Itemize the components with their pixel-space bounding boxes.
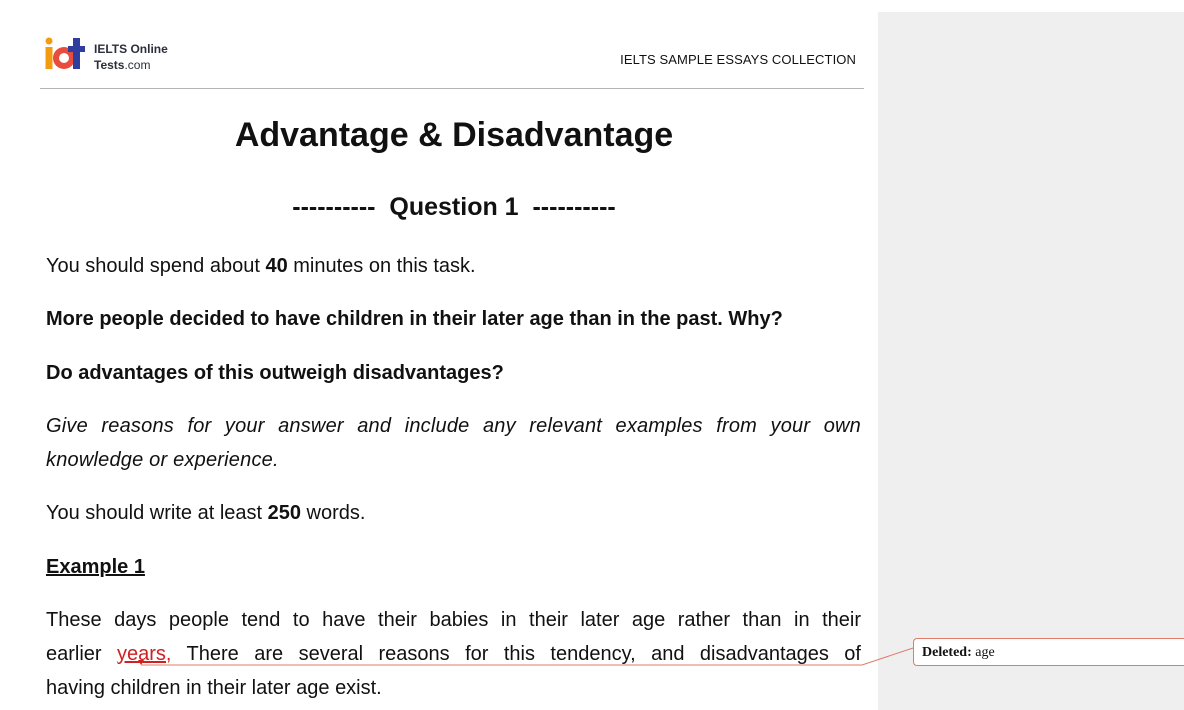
task-instructions: Give reasons for your answer and include any relevant examples from your own knowledge or experience. <box>46 415 861 471</box>
deleted-comment-balloon[interactable] <box>913 638 1184 666</box>
page-title: Advantage & Disadvantage <box>234 116 674 154</box>
example-line-1: These days people tend to have their babies in their later age rather than in their <box>46 609 861 631</box>
example-line-3: having children in their later age exist. <box>46 677 382 699</box>
logo-subtitle: Tests.com <box>94 58 151 72</box>
collection-header: IELTS SAMPLE ESSAYS COLLECTION <box>620 52 856 67</box>
example-heading: Example 1 <box>46 556 145 578</box>
logo-title: IELTS Online <box>94 42 168 56</box>
prompt-line-1: More people decided to have children in their later age than in the past. Why? <box>46 308 783 330</box>
time-instruction: You should spend about 40 minutes on this task. <box>46 255 476 277</box>
deletion-marker-icon <box>138 660 144 665</box>
word-count-instruction: You should write at least 250 words. <box>46 502 366 524</box>
balloon-label: Deleted: <box>922 645 972 660</box>
comment-margin-pane <box>878 12 1184 710</box>
ielts-online-tests-logo[interactable] <box>44 36 184 76</box>
example-line-2: earlier years, There are several reasons for this tendency, and disadvantages of <box>46 643 861 665</box>
iot-logo-icon <box>44 36 88 72</box>
prompt-line-2: Do advantages of this outweigh disadvantages? <box>46 362 504 384</box>
tracked-insertion[interactable]: years, <box>117 643 172 665</box>
question-heading: ---------- Question 1 ---------- <box>292 193 616 221</box>
balloon-text: age <box>971 645 995 660</box>
header-divider <box>40 88 864 89</box>
